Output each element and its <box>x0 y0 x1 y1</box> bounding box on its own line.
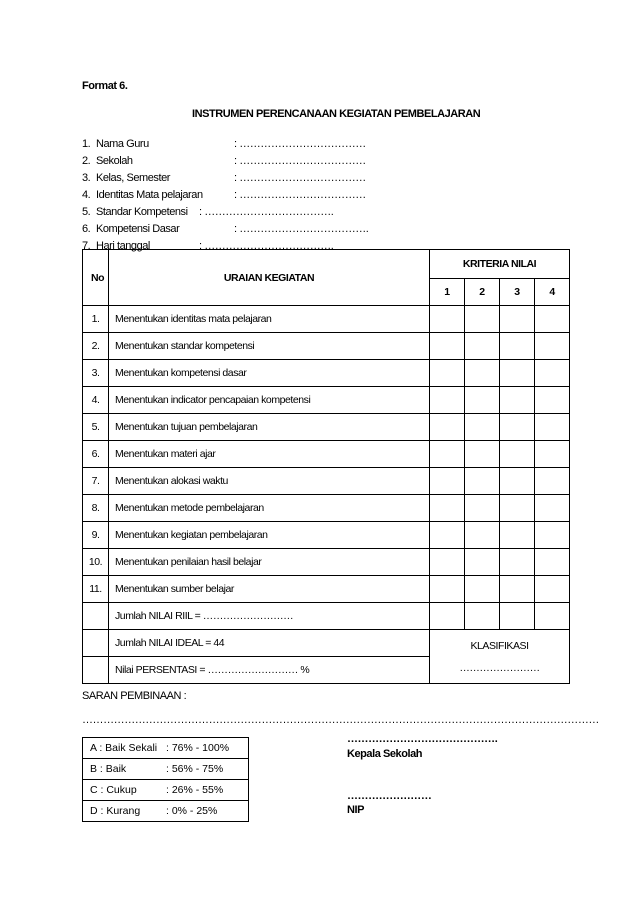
legend-range: : 0% - 25% <box>166 805 218 817</box>
score-cell[interactable] <box>500 576 535 603</box>
score-cell[interactable] <box>430 495 465 522</box>
classification-legend <box>82 737 249 822</box>
jumlah-riil-row <box>83 603 570 630</box>
score-cell[interactable] <box>535 549 570 576</box>
empty-cell <box>83 630 109 657</box>
score-cell[interactable] <box>500 333 535 360</box>
legend-grade: C : Cukup <box>90 784 137 796</box>
field-num: 5. <box>82 206 91 218</box>
header-no: No <box>83 250 109 306</box>
row-number: 6. <box>83 441 109 468</box>
row-number: 7. <box>83 468 109 495</box>
field-value-hari-tanggal[interactable]: : ………………………………. <box>199 240 334 252</box>
row-number: 10. <box>83 549 109 576</box>
klasifikasi-cell[interactable] <box>430 630 570 684</box>
row-number: 11. <box>83 576 109 603</box>
field-value-kelas-semester[interactable]: : ……………………………… <box>234 172 366 184</box>
score-cell[interactable] <box>430 387 465 414</box>
score-cell[interactable] <box>465 603 500 630</box>
score-cell[interactable] <box>500 306 535 333</box>
row-activity: Menentukan materi ajar <box>109 441 430 468</box>
criteria-4: 4 <box>535 279 570 306</box>
table-row <box>83 414 570 441</box>
score-cell[interactable] <box>430 414 465 441</box>
score-cell[interactable] <box>430 576 465 603</box>
field-num: 2. <box>82 155 91 167</box>
field-label-nama-guru: Nama Guru <box>96 138 149 150</box>
table-row <box>83 468 570 495</box>
row-number: 2. <box>83 333 109 360</box>
row-number: 3. <box>83 360 109 387</box>
score-cell[interactable] <box>535 441 570 468</box>
table-row <box>83 306 570 333</box>
score-cell[interactable] <box>430 549 465 576</box>
row-number: 9. <box>83 522 109 549</box>
score-cell[interactable] <box>465 414 500 441</box>
legend-row <box>83 759 249 780</box>
score-cell[interactable] <box>465 360 500 387</box>
jumlah-ideal-row <box>83 630 570 657</box>
saran-pembinaan-label: SARAN PEMBINAAN : <box>82 690 187 702</box>
row-number: 5. <box>83 414 109 441</box>
row-activity: Menentukan kompetensi dasar <box>109 360 430 387</box>
score-cell[interactable] <box>500 495 535 522</box>
score-cell[interactable] <box>500 441 535 468</box>
score-cell[interactable] <box>535 414 570 441</box>
signature-name-dots[interactable]: …………………… <box>347 790 432 802</box>
signature-date-dots[interactable]: ……………………………………. <box>347 733 498 745</box>
nilai-persentasi[interactable]: Nilai PERSENTASI = ……………………… % <box>109 657 430 684</box>
score-cell[interactable] <box>465 468 500 495</box>
score-cell[interactable] <box>430 360 465 387</box>
criteria-3: 3 <box>500 279 535 306</box>
format-label: Format 6. <box>82 80 128 92</box>
table-row <box>83 333 570 360</box>
empty-cell <box>83 657 109 684</box>
field-label-hari-tanggal: Hari tanggal <box>96 240 150 252</box>
score-cell[interactable] <box>430 441 465 468</box>
score-cell[interactable] <box>535 522 570 549</box>
field-label-identitas-mapel: Identitas Mata pelajaran <box>96 189 203 201</box>
table-row <box>83 387 570 414</box>
legend-row <box>83 801 249 822</box>
row-activity: Menentukan indicator pencapaian kompetensi <box>109 387 430 414</box>
field-value-nama-guru[interactable]: : ……………………………… <box>234 138 366 150</box>
header-kriteria-nilai: KRITERIA NILAI <box>430 250 570 279</box>
table-row <box>83 549 570 576</box>
field-label-kelas-semester: Kelas, Semester <box>96 172 170 184</box>
field-label-sekolah: Sekolah <box>96 155 133 167</box>
row-activity: Menentukan tujuan pembelajaran <box>109 414 430 441</box>
score-cell[interactable] <box>535 495 570 522</box>
score-cell[interactable] <box>535 387 570 414</box>
field-num: 6. <box>82 223 91 235</box>
table-row <box>83 576 570 603</box>
row-activity: Menentukan identitas mata pelajaran <box>109 306 430 333</box>
field-num: 1. <box>82 138 91 150</box>
row-number: 1. <box>83 306 109 333</box>
score-cell[interactable] <box>465 576 500 603</box>
score-cell[interactable] <box>500 360 535 387</box>
empty-cell <box>83 603 109 630</box>
legend-grade: B : Baik <box>90 763 127 775</box>
row-activity: Menentukan alokasi waktu <box>109 468 430 495</box>
score-cell[interactable] <box>500 468 535 495</box>
row-activity: Menentukan standar kompetensi <box>109 333 430 360</box>
klasifikasi-label: KLASIFIKASI <box>470 639 529 652</box>
score-cell[interactable] <box>430 468 465 495</box>
score-cell[interactable] <box>465 387 500 414</box>
row-activity: Menentukan sumber belajar <box>109 576 430 603</box>
assessment-table <box>82 249 570 684</box>
saran-pembinaan-dots[interactable]: ………………………………………………………………………………………………………………………………… <box>82 714 599 726</box>
score-cell[interactable] <box>465 495 500 522</box>
score-cell[interactable] <box>500 549 535 576</box>
field-num: 3. <box>82 172 91 184</box>
score-cell[interactable] <box>500 414 535 441</box>
header-uraian-kegiatan: URAIAN KEGIATAN <box>109 250 430 306</box>
score-cell[interactable] <box>535 360 570 387</box>
score-cell[interactable] <box>535 468 570 495</box>
row-activity: Menentukan metode pembelajaran <box>109 495 430 522</box>
klasifikasi-value[interactable]: …………………… <box>459 661 540 674</box>
score-cell[interactable] <box>465 441 500 468</box>
legend-row <box>83 780 249 801</box>
field-value-identitas-mapel[interactable]: : ……………………………… <box>234 189 366 201</box>
row-number: 4. <box>83 387 109 414</box>
table-row <box>83 441 570 468</box>
legend-grade: A : Baik Sekali <box>90 742 158 754</box>
score-cell[interactable] <box>430 603 465 630</box>
score-cell[interactable] <box>535 333 570 360</box>
score-cell[interactable] <box>535 576 570 603</box>
legend-row <box>83 738 249 759</box>
score-cell[interactable] <box>430 522 465 549</box>
field-num: 4. <box>82 189 91 201</box>
legend-range: : 56% - 75% <box>166 763 224 775</box>
legend-range: : 76% - 100% <box>166 742 230 754</box>
criteria-1: 1 <box>430 279 465 306</box>
row-activity: Menentukan kegiatan pembelajaran <box>109 522 430 549</box>
field-num: 7. <box>82 240 91 252</box>
score-cell[interactable] <box>430 333 465 360</box>
score-cell[interactable] <box>430 306 465 333</box>
table-row <box>83 495 570 522</box>
score-cell[interactable] <box>500 522 535 549</box>
score-cell[interactable] <box>465 333 500 360</box>
score-cell[interactable] <box>500 387 535 414</box>
field-value-kompetensi-dasar[interactable]: : ………………………………. <box>234 223 369 235</box>
field-label-standar-kompetensi: Standar Kompetensi <box>96 206 188 218</box>
criteria-2: 2 <box>465 279 500 306</box>
jumlah-nilai-ideal: Jumlah NILAI IDEAL = 44 <box>109 630 430 657</box>
document-title: INSTRUMEN PERENCANAAN KEGIATAN PEMBELAJARAN <box>192 108 481 120</box>
field-value-sekolah[interactable]: : ……………………………… <box>234 155 366 167</box>
field-label-kompetensi-dasar: Kompetensi Dasar <box>96 223 180 235</box>
score-cell[interactable] <box>535 603 570 630</box>
legend-grade: D : Kurang <box>90 805 141 817</box>
score-cell[interactable] <box>500 603 535 630</box>
legend-range: : 26% - 55% <box>166 784 224 796</box>
score-cell[interactable] <box>465 549 500 576</box>
score-cell[interactable] <box>465 522 500 549</box>
score-cell[interactable] <box>465 306 500 333</box>
score-cell[interactable] <box>535 306 570 333</box>
table-row <box>83 360 570 387</box>
jumlah-nilai-riil[interactable]: Jumlah NILAI RIIL = ……………………… <box>109 603 430 630</box>
table-row <box>83 522 570 549</box>
field-value-standar-kompetensi[interactable]: : ………………………………. <box>199 206 334 218</box>
row-number: 8. <box>83 495 109 522</box>
nip-label: NIP <box>347 804 364 816</box>
row-activity: Menentukan penilaian hasil belajar <box>109 549 430 576</box>
header-row <box>83 250 570 279</box>
kepala-sekolah-label: Kepala Sekolah <box>347 748 423 760</box>
